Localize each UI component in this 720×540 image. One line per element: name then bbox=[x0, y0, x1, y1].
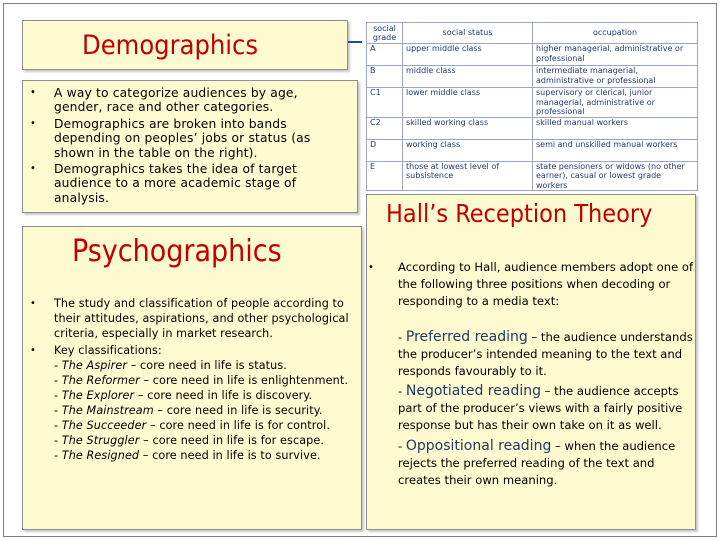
table-cell: upper middle class bbox=[403, 44, 533, 66]
bullet-icon: • bbox=[30, 345, 36, 356]
list-item: • A way to categorize audiences by age, gender, race and other categories. bbox=[30, 86, 298, 115]
table-body bbox=[367, 44, 698, 191]
table-cell: semi and unskilled manual workers bbox=[533, 139, 698, 161]
classification-list bbox=[54, 358, 354, 463]
table-row bbox=[367, 44, 698, 66]
table-cell: B bbox=[367, 66, 403, 88]
list-item: • Key classifications: - The Aspirer – core need in life is status. - The Reformer – core need in life is enlightenment. - The Explorer – core need in life is discovery. - The Mainstream – core need in life is security. - The Succeeder – core need in life is for control. - The Struggler – core need in life is for escape. - The Resigned – core need in life is to survive. bbox=[54, 343, 354, 463]
bullet-icon: • bbox=[30, 298, 36, 309]
hall-title: Hall’s Reception Theory bbox=[386, 199, 653, 228]
table-cell: intermediate managerial, administrative or professional bbox=[533, 66, 698, 88]
table-cell: supervisory or clerical, junior managerial, administrative or professional bbox=[533, 88, 698, 118]
classification-item: - The Explorer – core need in life is discovery. bbox=[54, 389, 313, 402]
table-cell: A bbox=[367, 44, 403, 66]
table-row bbox=[367, 139, 698, 161]
arrow-connector-2 bbox=[348, 42, 362, 43]
table-cell: skilled manual workers bbox=[533, 117, 698, 139]
psychographics-bullets bbox=[30, 296, 354, 465]
classification-item: - The Aspirer – core need in life is status. bbox=[54, 359, 287, 372]
social-grade-table bbox=[366, 22, 698, 191]
table-row bbox=[367, 88, 698, 118]
demographics-title: Demographics bbox=[82, 30, 259, 61]
list-item: • The study and classification of people according to their attitudes, aspirations, and other psychological criteria, especially in market research. bbox=[30, 297, 349, 340]
table-header: social status bbox=[403, 23, 533, 44]
psychographics-title: Psychographics bbox=[72, 234, 282, 269]
bullet-icon: • bbox=[30, 87, 37, 98]
list-item: • Demographics are broken into bands depending on peoples’ jobs or status (as shown in the table on the right). bbox=[30, 116, 311, 160]
table-row bbox=[367, 66, 698, 88]
hall-intro: According to Hall, audience members adopt one of the following three positions when decoding or responding to a media text: bbox=[398, 260, 694, 308]
table-cell: C1 bbox=[367, 88, 403, 118]
table-row bbox=[367, 117, 698, 139]
table-cell: skilled working class bbox=[403, 117, 533, 139]
table-cell: middle class bbox=[403, 66, 533, 88]
table-cell: working class bbox=[403, 139, 533, 161]
classification-item: - The Reformer – core need in life is enlightenment. bbox=[54, 374, 348, 387]
table-cell: those at lowest level of subsistence bbox=[403, 161, 533, 191]
table-cell: D bbox=[367, 139, 403, 161]
table-cell: lower middle class bbox=[403, 88, 533, 118]
classification-item: - The Mainstream – core need in life is security. bbox=[54, 404, 323, 417]
bullet-icon: • bbox=[30, 117, 37, 129]
table-cell: E bbox=[367, 161, 403, 191]
classification-item: - The Struggler – core need in life is for escape. bbox=[54, 434, 324, 447]
table-cell: higher managerial, administrative or professional bbox=[533, 44, 698, 66]
bullet-icon: • bbox=[30, 163, 37, 175]
table-cell: state pensioners or widows (no other earner), casual or lowest grade workers bbox=[533, 161, 698, 191]
classification-item: - The Succeeder – core need in life is for control. bbox=[54, 419, 331, 432]
demographics-bullets bbox=[30, 86, 350, 207]
classification-item: - The Resigned – core need in life is to survive. bbox=[54, 449, 321, 462]
hall-item-oppositional: - Oppositional reading – when the audience rejects the preferred reading of the text and creates their own meaning. bbox=[398, 438, 676, 487]
bullet-icon: • bbox=[368, 262, 374, 273]
table-cell: C2 bbox=[367, 117, 403, 139]
table-row bbox=[367, 161, 698, 191]
table-header: occupation bbox=[533, 23, 698, 44]
table-header-row bbox=[367, 23, 698, 44]
list-item: • Demographics takes the idea of target audience to a more academic stage of analysis. bbox=[30, 162, 297, 205]
table-header: social grade bbox=[367, 23, 403, 44]
hall-item-negotiated: - Negotiated reading – the audience accepts part of the producer’s views with a fairly positive response but has their own take on it as well. bbox=[398, 383, 683, 432]
hall-item-preferred: - Preferred reading – the audience understands the producer’s intended meaning to the text and responds favourably to it. bbox=[398, 329, 693, 378]
